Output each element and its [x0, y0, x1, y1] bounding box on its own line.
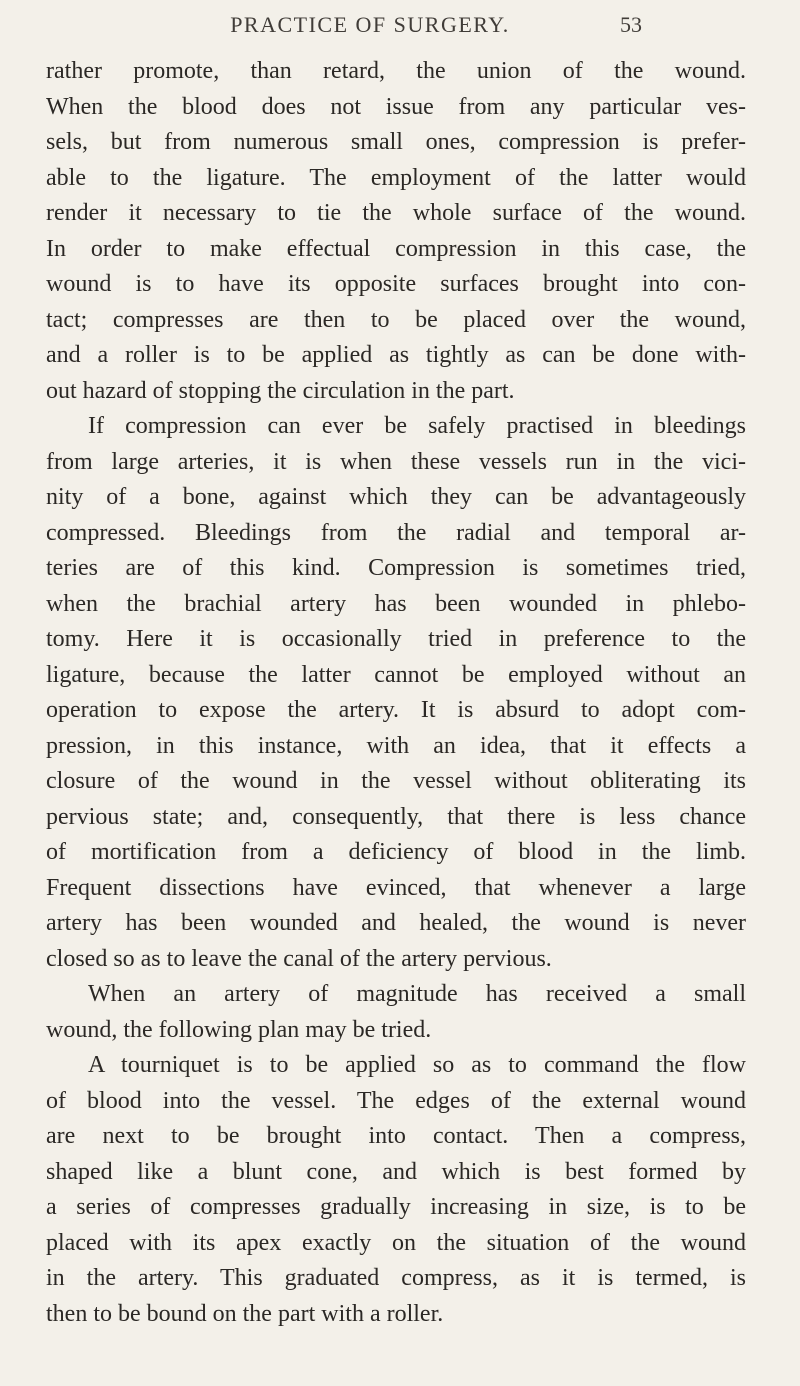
text-line: sels, but from numerous small ones, compression is prefer-: [46, 129, 746, 155]
text-line: artery has been wounded and healed, the wound is never: [46, 910, 746, 936]
text-line: closure of the wound in the vessel without obliterating its: [46, 768, 746, 794]
text-line: In order to make effectual compression in this case, the: [46, 235, 746, 262]
text-line: of blood into the vessel. The edges of the external wound: [46, 1087, 746, 1114]
text-line: shaped like a blunt cone, and which is best formed by: [46, 1158, 746, 1185]
text-line: in the artery. This graduated compress, as it is termed, is: [46, 1265, 746, 1291]
text-line: teries are of this kind. Compression is sometimes tried,: [46, 555, 746, 581]
text-line: wound, the following plan may be tried.: [46, 1016, 432, 1043]
text-line: from large arteries, it is when these vessels run in the vici-: [46, 448, 746, 475]
text-line: render it necessary to tie the whole surface of the wound.: [46, 200, 746, 226]
text-line: When an artery of magnitude has received a small: [88, 981, 746, 1007]
text-line: of mortification from a deficiency of blood in the limb.: [46, 839, 746, 865]
text-line: wound is to have its opposite surfaces brought into con-: [46, 271, 746, 297]
text-line: rather promote, than retard, the union of the wound.: [46, 58, 746, 84]
page-number: 53: [620, 12, 642, 37]
text-line: able to the ligature. The employment of the latter would: [46, 164, 746, 191]
text-line: ligature, because the latter cannot be employed without an: [46, 661, 746, 688]
text-line: are next to be brought into contact. Then a compress,: [46, 1123, 746, 1149]
text-line: If compression can ever be safely practised in bleedings: [88, 413, 746, 439]
text-line: then to be bound on the part with a roller.: [46, 1300, 444, 1327]
running-head-title: PRACTICE OF SURGERY.: [230, 12, 510, 37]
text-line: operation to expose the artery. It is absurd to adopt com-: [46, 697, 746, 723]
text-line: compressed. Bleedings from the radial and temporal ar-: [46, 519, 746, 546]
running-head: [0, 12, 800, 42]
text-line: and a roller is to be applied as tightly as can be done with-: [46, 342, 746, 368]
text-line: A tourniquet is to be applied so as to command the flow: [88, 1052, 746, 1078]
text-line: when the brachial artery has been wounded in phlebo-: [46, 590, 746, 617]
text-line: nity of a bone, against which they can be advantageously: [46, 484, 746, 510]
body-text: [46, 54, 746, 1332]
text-line: closed so as to leave the canal of the artery pervious.: [46, 945, 552, 972]
text-line: pression, in this instance, with an idea, that it effects a: [46, 732, 746, 759]
text-line: Frequent dissections have evinced, that whenever a large: [46, 874, 746, 901]
text-line: tact; compresses are then to be placed over the wound,: [46, 306, 746, 333]
text-line: When the blood does not issue from any particular ves-: [46, 93, 746, 120]
text-line: pervious state; and, consequently, that there is less chance: [46, 803, 746, 830]
text-line: a series of compresses gradually increasing in size, is to be: [46, 1194, 746, 1220]
text-line: tomy. Here it is occasionally tried in preference to the: [46, 626, 746, 652]
text-line: out hazard of stopping the circulation in the part.: [46, 377, 515, 404]
text-line: placed with its apex exactly on the situation of the wound: [46, 1229, 746, 1256]
